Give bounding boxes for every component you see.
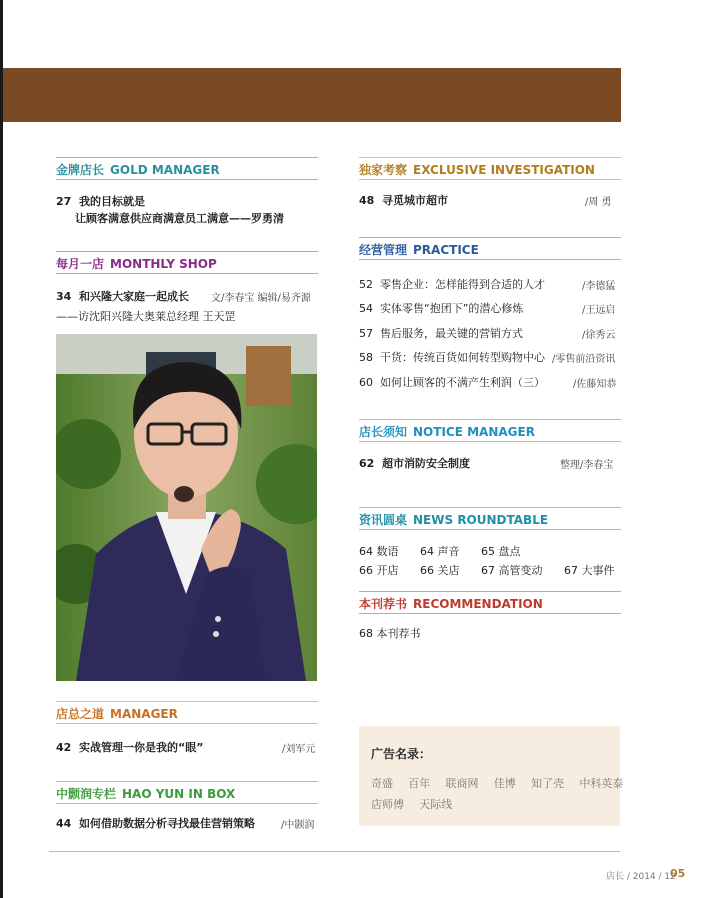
entry-author: /周 勇 — [585, 197, 612, 208]
left-edge-rule — [0, 0, 3, 898]
toc-entry-60[interactable] — [359, 374, 545, 390]
advertiser-name: 佳博 — [493, 777, 516, 790]
section-rule-bottom — [56, 803, 318, 804]
entry-author: /佐藤知恭 — [573, 379, 617, 390]
section-en-label: RECOMMENDATION — [413, 597, 543, 611]
section-rule-top — [359, 591, 621, 592]
toc-entry-34[interactable] — [56, 288, 189, 304]
advertiser-name: 联商网 — [445, 777, 479, 790]
section-rule-top — [56, 157, 318, 158]
page-number: 42 — [56, 741, 72, 754]
section-rule-bottom — [359, 529, 621, 530]
toc-entry-57[interactable] — [359, 325, 523, 341]
section-cn-label: 经营管理 — [359, 243, 408, 257]
entry-author: /零售前沿资讯 — [552, 354, 616, 365]
toc-entry-52[interactable] — [359, 276, 545, 292]
section-cn-label: 资讯圆桌 — [359, 513, 408, 527]
footer-rule — [49, 851, 620, 852]
advertiser-name: 百年 — [408, 777, 431, 790]
news-item[interactable]: 64 声音 — [420, 545, 460, 558]
section-haoyun-header — [56, 785, 235, 802]
advertiser-name: 知了壳 — [531, 777, 565, 790]
section-monthly-shop-header — [56, 255, 217, 272]
page-number: 48 — [359, 194, 375, 207]
section-rule-bottom — [56, 723, 318, 724]
section-gold-manager-header — [56, 161, 220, 178]
news-item[interactable]: 64 数语 — [359, 545, 399, 558]
news-item[interactable]: 65 盘点 — [481, 545, 521, 558]
section-exclusive-header — [359, 161, 595, 178]
advertiser-name: 天际线 — [419, 798, 453, 811]
ad-list-row — [371, 793, 452, 812]
section-cn-label: 本刊荐书 — [359, 597, 408, 611]
entry-title: 我的目标就是 — [78, 195, 145, 208]
section-rule-top — [359, 237, 621, 238]
page-number: 58 — [359, 351, 373, 364]
section-cn-label: 店长须知 — [359, 425, 408, 439]
portrait-illustration — [56, 334, 317, 681]
section-en-label: EXCLUSIVE INVESTIGATION — [413, 163, 595, 177]
entry-title: 实体零售“抱团下”的潜心修炼 — [380, 302, 524, 315]
entry-title: 如何借助数据分析寻找最佳营销策略 — [78, 817, 255, 830]
toc-entry-62[interactable] — [359, 455, 470, 471]
page-number: 62 — [359, 457, 375, 470]
header-banner — [3, 68, 621, 122]
news-item[interactable]: 67 大事件 — [564, 564, 615, 577]
section-en-label: NEWS ROUNDTABLE — [413, 513, 549, 527]
section-en-label: GOLD MANAGER — [110, 163, 220, 177]
section-rule-top — [56, 251, 318, 252]
page-number: 60 — [359, 376, 373, 389]
entry-title: 寻觅城市超市 — [381, 194, 448, 207]
advertiser-name: 奇盛 — [371, 777, 393, 790]
toc-entry-42[interactable] — [56, 739, 203, 755]
page-number-footer: 05 — [670, 867, 686, 880]
section-rule-top — [359, 419, 621, 420]
entry-title: 实战管理一你是我的“眼” — [78, 741, 204, 754]
page-number: 44 — [56, 817, 72, 830]
entry-author: /王远启 — [582, 305, 616, 316]
news-item[interactable]: 66 关店 — [420, 564, 460, 577]
section-news-header — [359, 511, 548, 528]
entry-author: /刘军元 — [282, 744, 316, 755]
entry-title: 如何让顾客的不满产生利润（三） — [380, 376, 545, 389]
page-number: 34 — [56, 290, 72, 303]
page-number: 54 — [359, 302, 373, 315]
toc-entry-27-subtitle: 让顾客满意供应商满意员工满意——罗勇清 — [75, 212, 284, 225]
advertiser-box — [359, 726, 624, 826]
entry-title: 售后服务，最关键的营销方式 — [380, 327, 523, 340]
entry-author: /徐秀云 — [582, 330, 616, 341]
entry-title: 超市消防安全制度 — [381, 457, 470, 470]
advertiser-name: 店师傅 — [371, 798, 404, 811]
page-number: 57 — [359, 327, 373, 340]
section-rule-bottom — [56, 273, 318, 274]
portrait-photo — [56, 334, 317, 681]
entry-author: /李德猛 — [582, 281, 616, 292]
page-number: 52 — [359, 278, 373, 291]
toc-entry-58[interactable] — [359, 349, 545, 365]
news-item[interactable]: 66 开店 — [359, 564, 399, 577]
section-manager-header — [56, 705, 178, 722]
section-cn-label: 店总之道 — [56, 707, 105, 721]
toc-entry-44[interactable] — [56, 815, 255, 831]
section-cn-label: 金牌店长 — [56, 163, 105, 177]
section-rule-bottom — [359, 179, 621, 180]
folio-text: 店长 / 2014 / 12 — [606, 872, 676, 882]
section-cn-label: 中颢润专栏 — [56, 787, 117, 801]
section-rule-bottom — [359, 441, 621, 442]
section-en-label: HAO YUN IN BOX — [122, 787, 236, 801]
section-recommendation-header — [359, 595, 543, 612]
toc-entry-54[interactable] — [359, 300, 523, 316]
section-notice-header — [359, 423, 535, 440]
ad-list-row — [371, 772, 623, 791]
section-rule-top — [56, 701, 318, 702]
section-en-label: MANAGER — [110, 707, 178, 721]
page-number: 27 — [56, 195, 72, 208]
entry-title: 和兴隆大家庭一起成长 — [78, 290, 189, 303]
section-practice-header — [359, 241, 479, 258]
news-item[interactable]: 67 高管变动 — [481, 564, 543, 577]
section-rule-bottom — [56, 179, 318, 180]
section-rule-top — [359, 507, 621, 508]
ad-list-title: 广告名录： — [371, 747, 432, 761]
section-rule-bottom — [359, 613, 621, 614]
entry-title: 零售企业：怎样能得到合适的人才 — [380, 278, 545, 291]
entry-credit: 文/李春宝 编辑/易齐源 — [211, 293, 311, 304]
section-cn-label: 独家考察 — [359, 163, 408, 177]
toc-entry-27[interactable] — [56, 193, 145, 209]
section-rule-top — [56, 781, 318, 782]
section-rule-bottom — [359, 259, 621, 260]
section-rule-top — [359, 157, 621, 158]
advertiser-name: 中科英泰 — [579, 777, 624, 790]
section-cn-label: 每月一店 — [56, 257, 105, 271]
toc-entry-48[interactable] — [359, 192, 448, 208]
entry-author: /中颢润 — [281, 820, 315, 831]
section-en-label: PRACTICE — [413, 243, 479, 257]
section-en-label: NOTICE MANAGER — [413, 425, 535, 439]
toc-entry-68[interactable]: 68 本刊荐书 — [359, 627, 421, 640]
entry-author: 整理/李春宝 — [560, 460, 614, 471]
toc-entry-34-subtitle: ——访沈阳兴隆大奥莱总经理 王天罡 — [56, 310, 236, 323]
entry-title: 干货：传统百货如何转型购物中心 — [380, 351, 545, 364]
section-en-label: MONTHLY SHOP — [110, 257, 217, 271]
